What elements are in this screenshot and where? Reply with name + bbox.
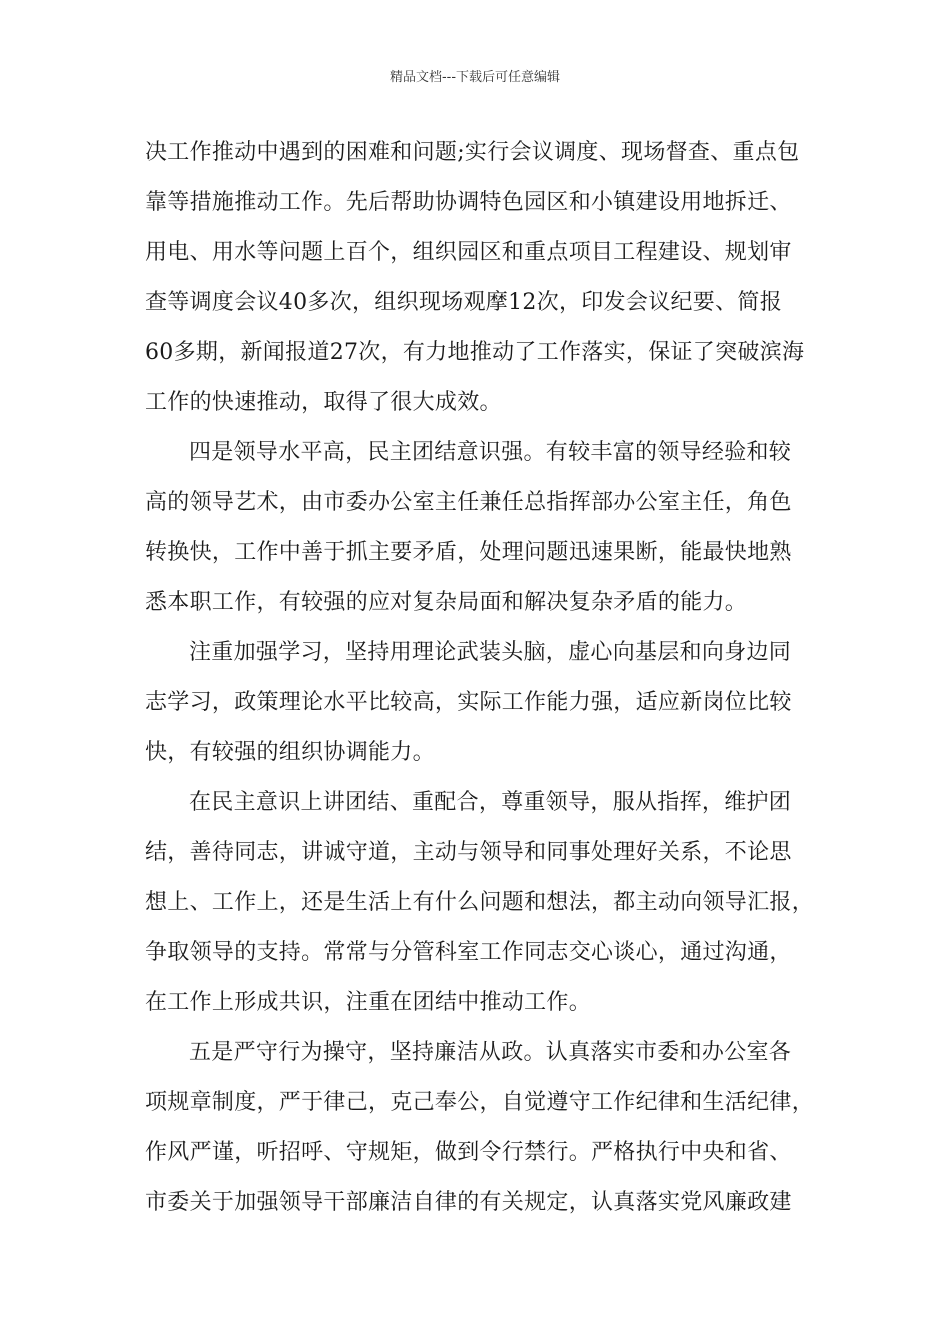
text-line: 用电、用水等问题上百个，组织园区和重点项目工程建设、规划审 — [145, 240, 792, 265]
text-line: 高的领导艺术，由市委办公室主任兼任总指挥部办公室主任，角色 — [145, 490, 792, 515]
paragraph-2 — [145, 428, 825, 628]
text-line: 悉本职工作，有较强的应对复杂局面和解决复杂矛盾的能力。 — [145, 590, 748, 615]
document-body — [145, 128, 825, 1228]
text-line: 工作的快速推动，取得了很大成效。 — [145, 390, 502, 415]
text-line: 60多期，新闻报道27次，有力地推动了工作落实，保证了突破滨海 — [145, 340, 805, 365]
text-line: 在民主意识上讲团结、重配合，尊重领导，服从指挥，维护团 — [189, 790, 792, 815]
text-line: 四是领导水平高，民主团结意识强。有较丰富的领导经验和较 — [189, 440, 792, 465]
text-line: 结，善待同志，讲诚守道，主动与领导和同事处理好关系，不论思 — [145, 840, 792, 865]
text-line: 项规章制度，严于律己，克己奉公，自觉遵守工作纪律和生活纪律， — [145, 1090, 815, 1115]
text-line: 转换快，工作中善于抓主要矛盾，处理问题迅速果断，能最快地熟 — [145, 540, 792, 565]
paragraph-4 — [145, 778, 825, 1028]
text-line: 市委关于加强领导干部廉洁自律的有关规定，认真落实党风廉政建 — [145, 1190, 792, 1215]
text-line: 志学习，政策理论水平比较高，实际工作能力强，适应新岗位比较 — [145, 690, 792, 715]
paragraph-5 — [145, 1028, 825, 1228]
text-line: 在工作上形成共识，注重在团结中推动工作。 — [145, 990, 592, 1015]
text-line: 争取领导的支持。常常与分管科室工作同志交心谈心，通过沟通， — [145, 940, 792, 965]
text-line: 想上、工作上，还是生活上有什么问题和想法，都主动向领导汇报， — [145, 890, 815, 915]
text-line: 快，有较强的组织协调能力。 — [145, 740, 435, 765]
text-line: 作风严谨，听招呼、守规矩，做到令行禁行。严格执行中央和省、 — [145, 1140, 792, 1165]
text-line: 查等调度会议40多次，组织现场观摩12次，印发会议纪要、简报 — [145, 290, 782, 315]
text-line: 靠等措施推动工作。先后帮助协调特色园区和小镇建设用地拆迁、 — [145, 190, 792, 215]
page-header-watermark: 精品文档---下载后可任意编辑 — [389, 70, 561, 85]
text-line: 五是严守行为操守，坚持廉洁从政。认真落实市委和办公室各 — [189, 1040, 792, 1065]
paragraph-3 — [145, 628, 825, 778]
paragraph-1 — [145, 128, 825, 428]
text-line: 注重加强学习，坚持用理论武装头脑，虚心向基层和向身边同 — [189, 640, 792, 665]
text-line: 决工作推动中遇到的困难和问题;实行会议调度、现场督查、重点包 — [145, 140, 800, 165]
